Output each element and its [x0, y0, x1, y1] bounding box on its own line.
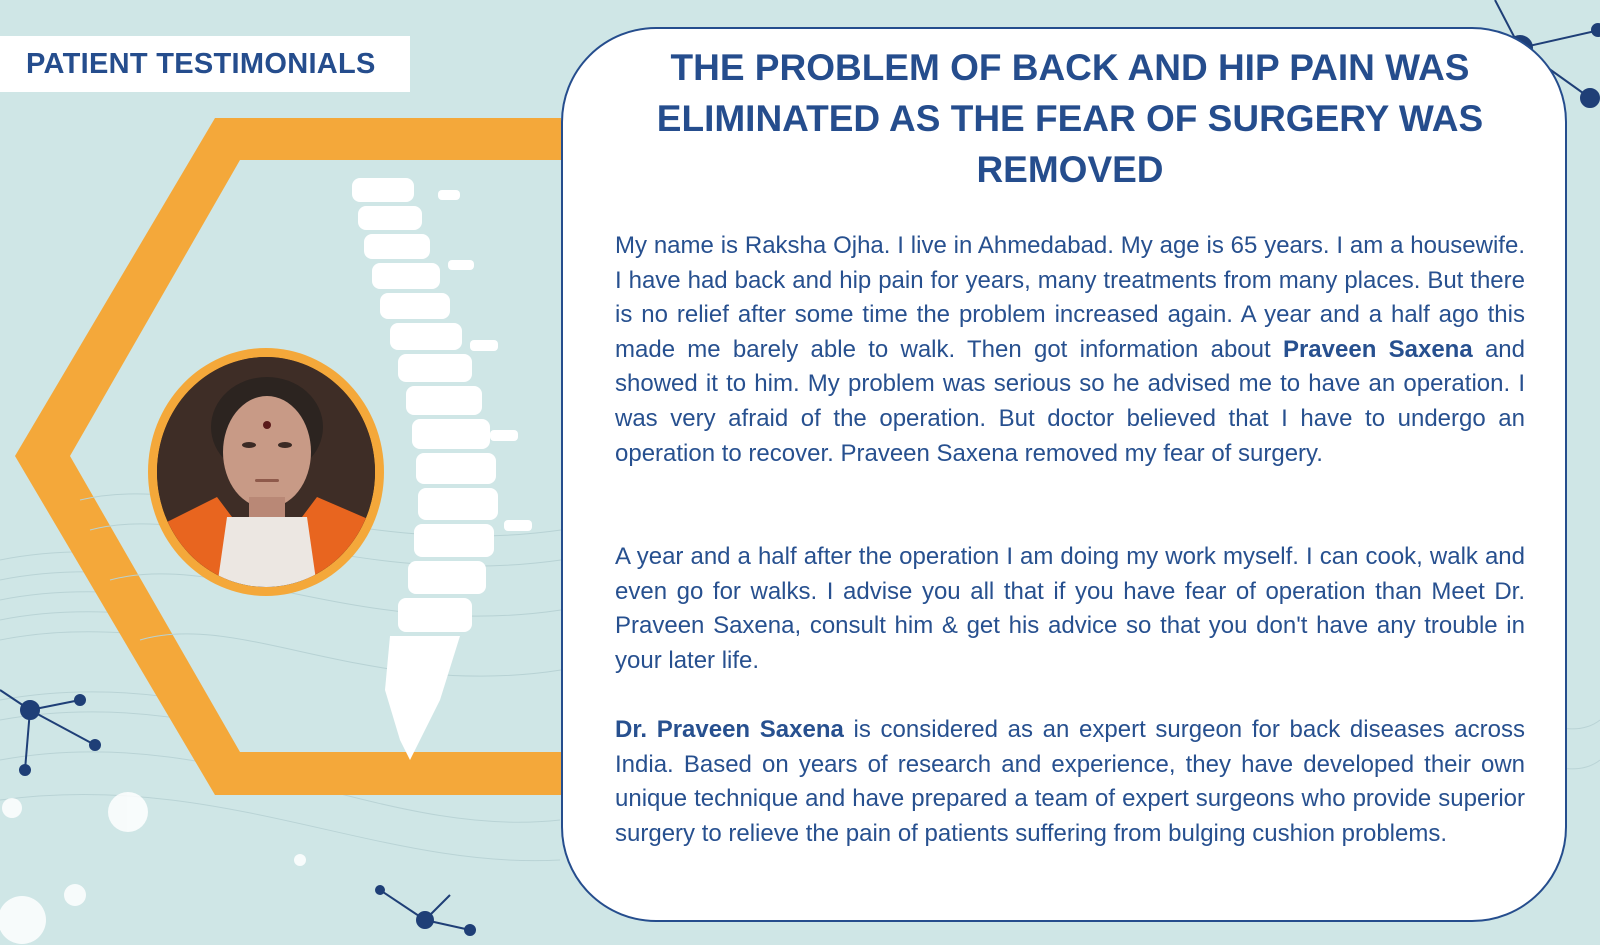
paragraph-1-text-a: My name is Raksha Ojha. I live in Ahmedabad. My age is 65 years. I am a housewife. I have had back and hip pain for years, many treatments from many places. But there is no relief after some time the problem increased again. A year and a half ago this made me barely able to walk. Then got information about: [615, 232, 1525, 363]
doctor-name-bold: Praveen Saxena: [1282, 335, 1473, 363]
testimonial-paragraph-3: [615, 713, 1525, 851]
section-label: PATIENT TESTIMONIALS: [0, 36, 410, 92]
doctor-title-bold: Dr. Praveen Saxena: [615, 716, 844, 743]
testimonial-paragraph-2: A year and a half after the operation I am doing my work myself. I can cook, walk and even go for walks. I advise you all that if you have fear of operation than Meet Dr. Praveen Saxena, consult him & get his advice so that you don't have any trouble in your later life.: [615, 543, 1525, 674]
paragraph-1-text-b: and showed it to him. My problem was serious so he advised me to have an operation. I was very afraid of the operation. But doctor believed that I have to undergo an operation to recover. Praveen Saxena removed my fear of surgery.: [615, 335, 1526, 467]
testimonial-paragraph-1: [615, 229, 1525, 471]
patient-portrait: [157, 357, 375, 587]
portrait-illustration: [157, 357, 375, 587]
paragraph-3-text: is considered as an expert surgeon for back diseases across India. Based on years of research and experience, they have developed their own unique technique and have prepared a team of expert surgeons who provide superior surgery to relieve the pain of patients suffering from bulging cushion problems.: [615, 716, 1525, 847]
testimonial-title: THE PROBLEM OF BACK AND HIP PAIN WAS ELIMINATED AS THE FEAR OF SURGERY WAS REMOVED: [656, 47, 1484, 190]
